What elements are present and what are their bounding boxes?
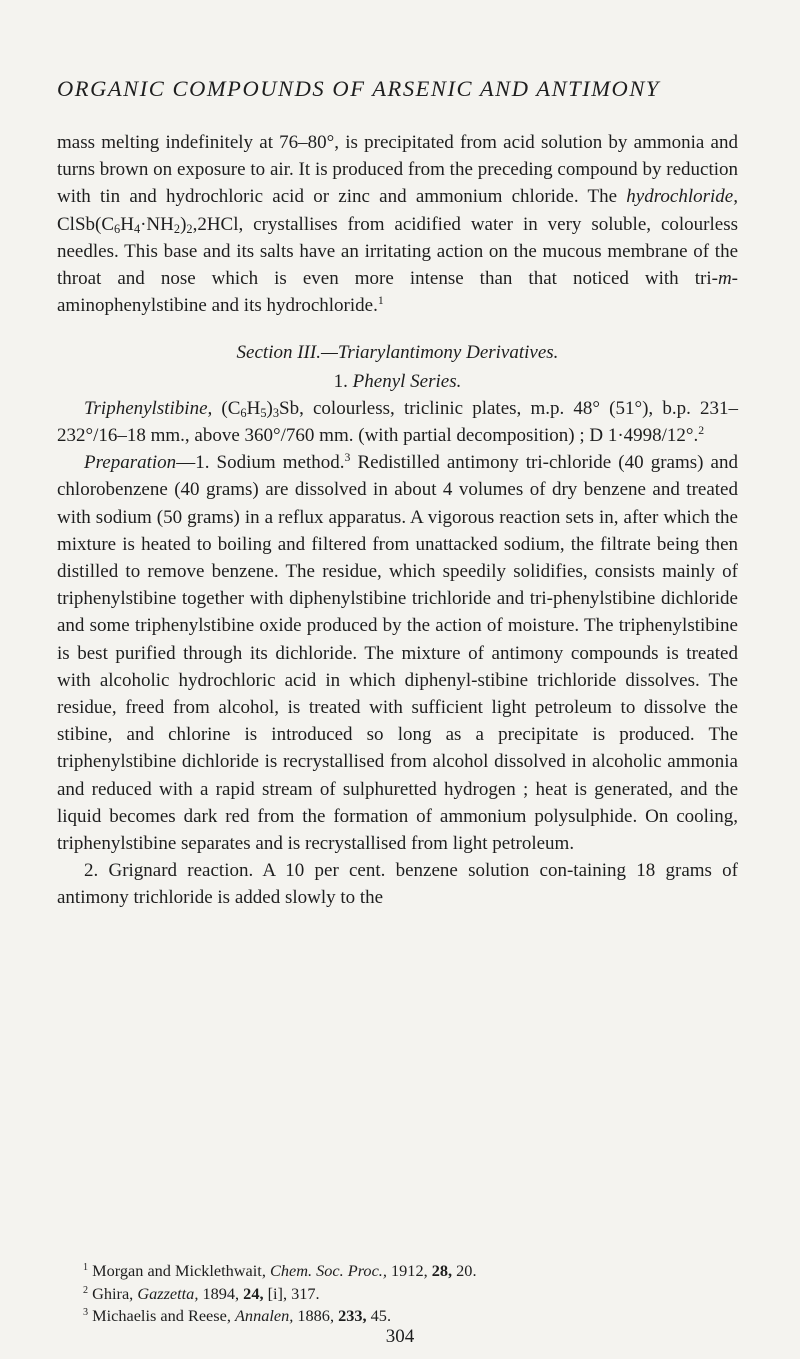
preparation-label: Preparation (84, 452, 177, 474)
paragraph-grignard: 2. Grignard reaction. A 10 per cent. benzene solution con-taining 18 grams of antimony trichloride is added slowly to the (57, 860, 738, 909)
section-heading: Section III.—Triarylantimony Derivatives. (236, 342, 559, 364)
paragraph-continuation: mass melting indefinitely at 76–80°, is precipitated from acid solution by ammonia and turns brown on exposure to air. It is produced from the preceding compound by reduction with tin and hydrochloric acid or zinc and ammonium chloride. The hydrochloride, $ClSb(C_6H_4\cdot NH_2)_2,2HCl$, crystallises from acidified water in very soluble, colourless needles. This base and its salts have an irritating action on the mucous membrane of the throat and nose which is even more intense than that noticed with tri-m-aminophenylstibine and its hydrochloride.$^1$ (57, 132, 738, 317)
footnotes (57, 1260, 738, 1328)
footnote: $^3$ Michaelis and Reese, Annalen, 1886, 233, 45. (83, 1306, 392, 1325)
page-number: 304 (385, 1326, 415, 1347)
footnote-ref: 3 (344, 451, 351, 465)
compound-name: Triphenylstibine, (84, 397, 213, 419)
paragraph-triphenylstibine: Triphenylstibine, $(C_6H_5)_3Sb$, colourless, triclinic plates, m.p. 48° (51°), b.p. 231–232°/16–18 mm., above 360°/760 mm. (with partial decomposition) ; D 1·4998/12°.$^2$ (57, 397, 739, 447)
footnote: $^1$ Morgan and Micklethwait, Chem. Soc. Proc., 1912, 28, 20. (83, 1261, 477, 1280)
subsection-heading: 1. Phenyl Series. (333, 370, 462, 392)
paragraph-preparation: Preparation—1. Sodium method.$^3$ Redistilled antimony tri-chloride (40 grams) and chlorobenzene (40 grams) are dissolved in about 4 volumes of dry benzene and treated with sodium (50 grams) in a reflux apparatus. A vigorous reaction sets in, after which the mixture is heated to boiling and filtered from unattacked sodium, the filtrate being then distilled to remove benzene. The residue, which speedily solidifies, consists mainly of triphenylstibine together with diphenylstibine trichloride and tri-phenylstibine dichloride and some triphenylstibine oxide produced by the action of moisture. The triphenylstibine is best purified through its dichloride. The mixture of antimony compounds is treated with alcoholic hydrochloric acid in which diphenyl-stibine trichloride dissolves. The residue, freed from alcohol, is treated with sufficient light petroleum to dissolve the stibine, and chlorine is introduced so long as a precipitate is produced. The triphenylstibine dichloride is recrystallised from alcohol dissolved in alcoholic ammonia and reduced with a rapid stream of sulphuretted hydrogen ; heat is generated, and the liquid becomes dark red from the formation of ammonium polysulphide. On cooling, triphenylstibine separates and is recrystallised from light petroleum. (57, 451, 738, 855)
footnote: $^2$ Ghira, Gazzetta, 1894, 24, [i], 317. (83, 1283, 320, 1303)
footnote-ref: 2 (698, 423, 705, 437)
body-text (57, 129, 738, 912)
compound-name: hydrochloride, (626, 186, 738, 208)
footnote-ref: 1 (377, 294, 384, 308)
running-header: ORGANIC COMPOUNDS OF ARSENIC AND ANTIMONY (57, 76, 660, 101)
